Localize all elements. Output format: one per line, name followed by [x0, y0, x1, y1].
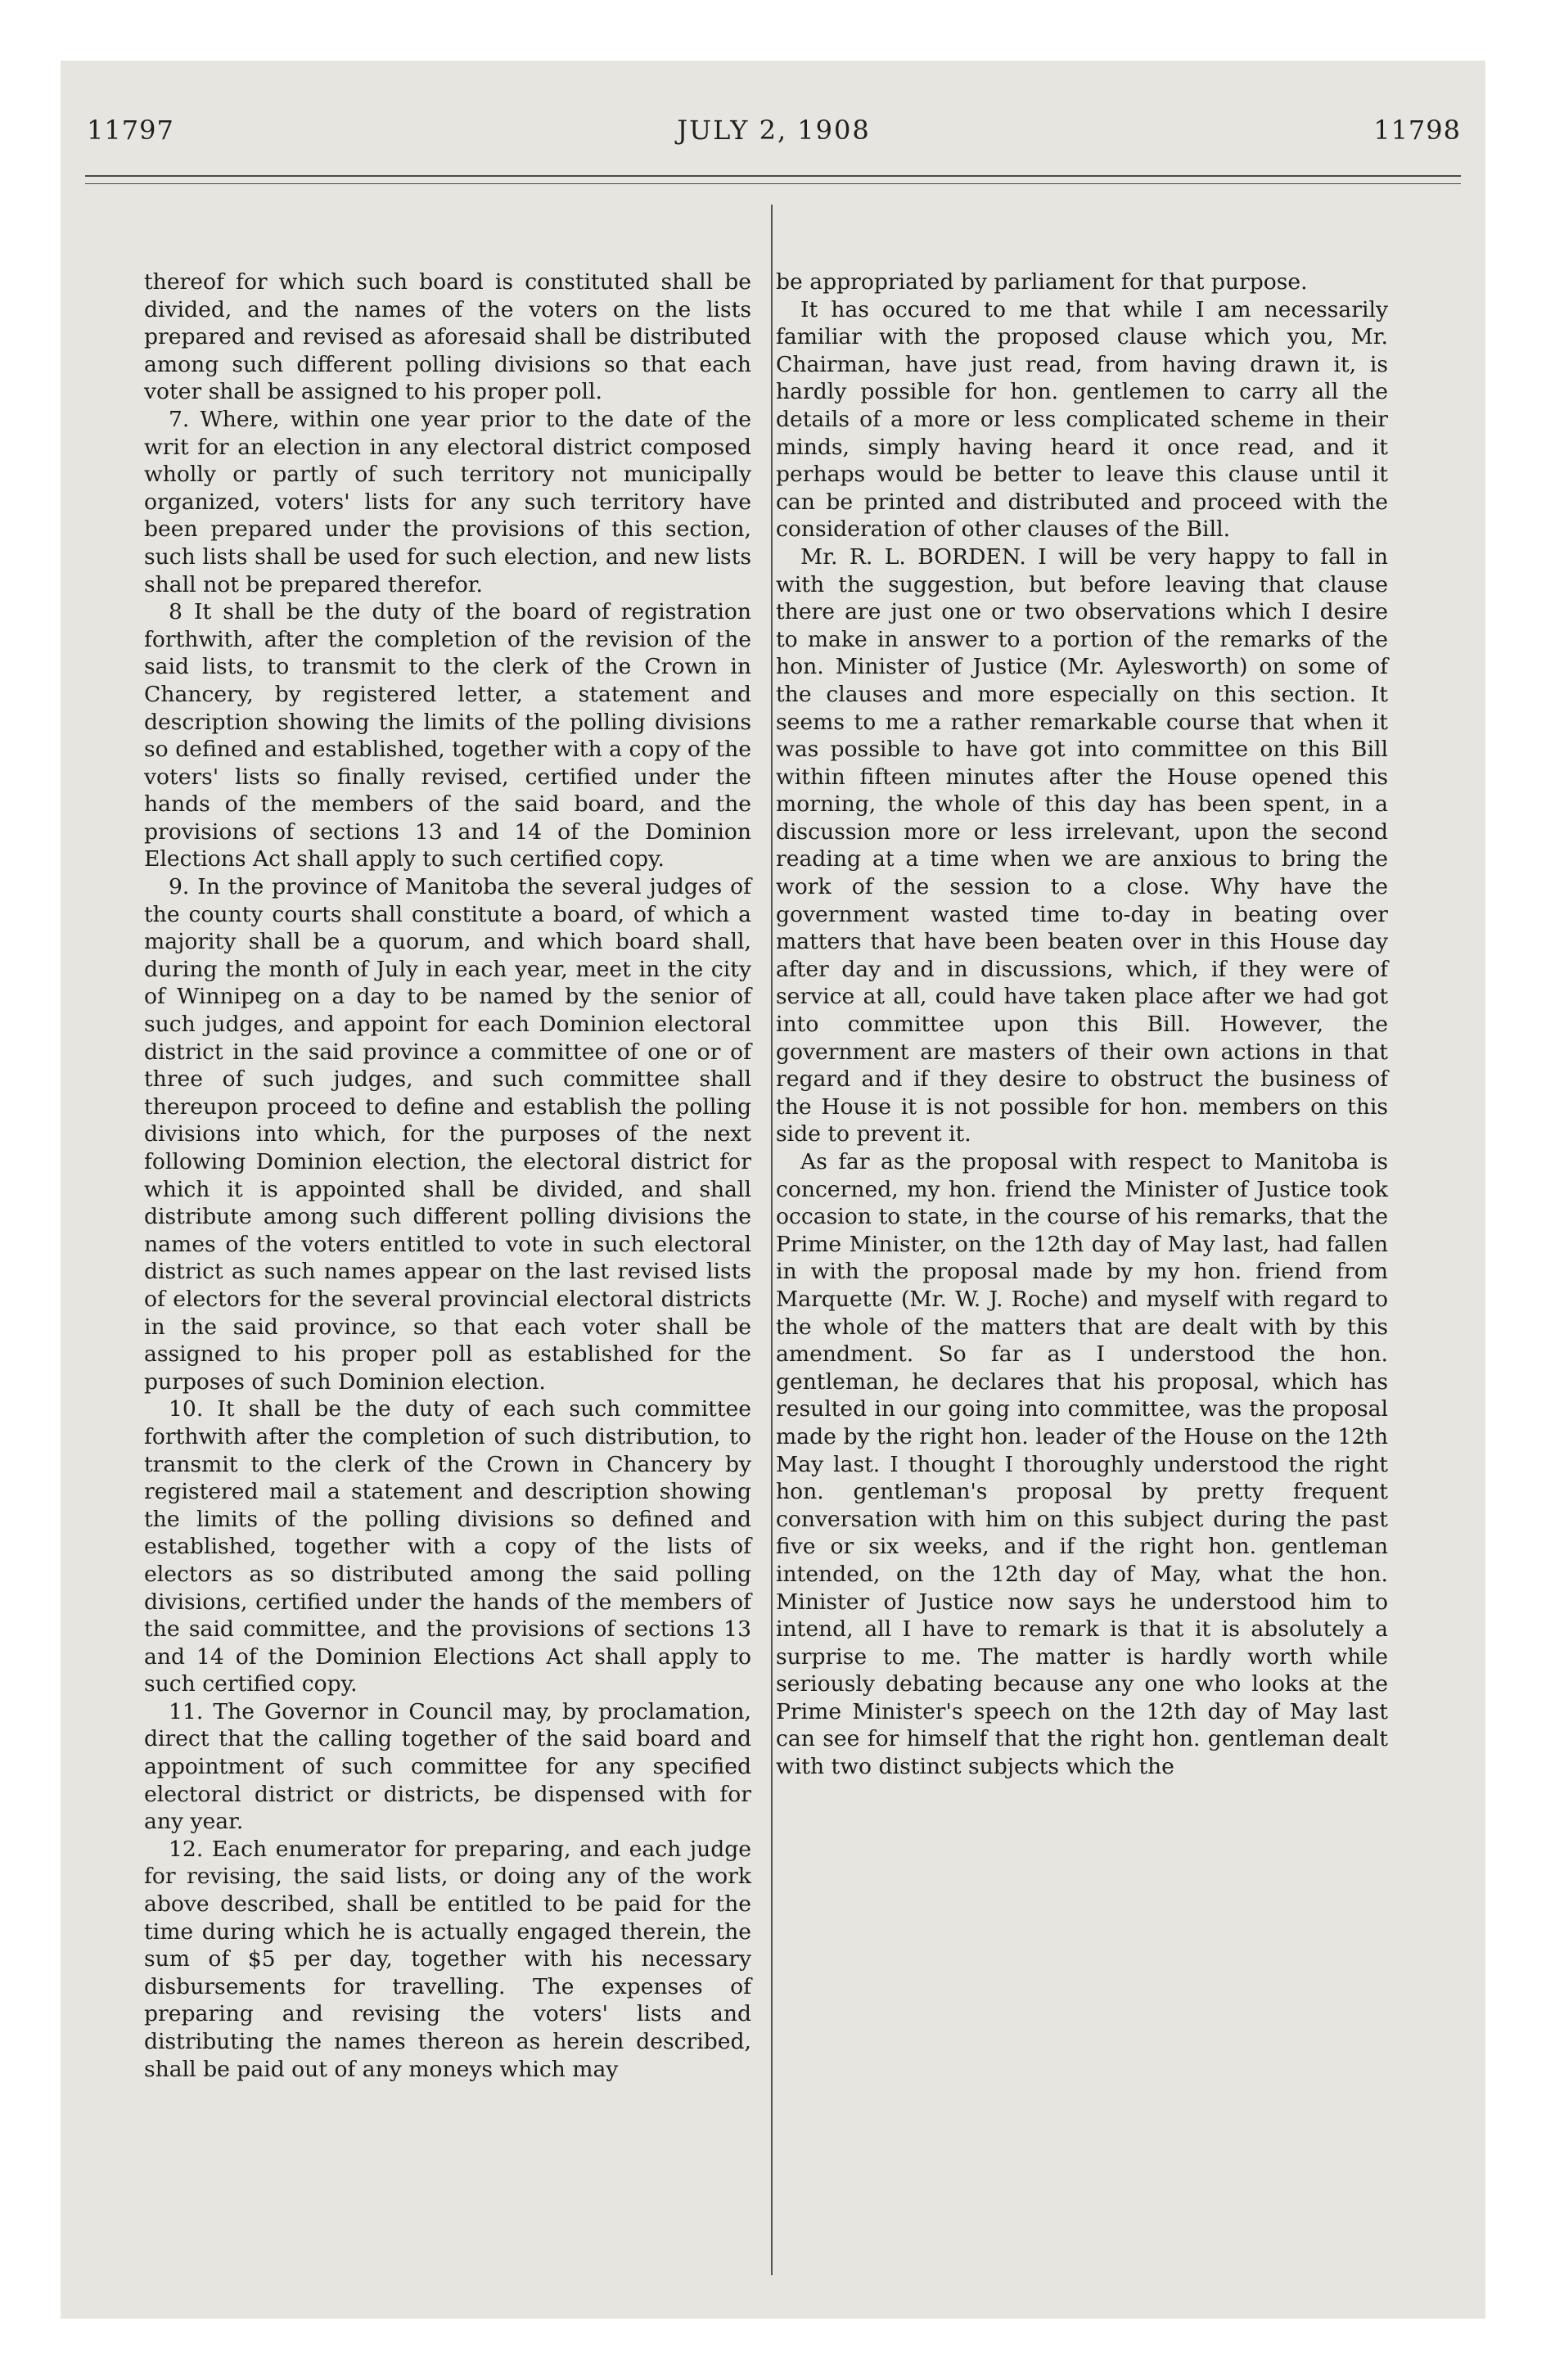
paragraph: 10. It shall be the duty of each such committee forthwith after the completion of such distribution, to transmit to the clerk of the Crown in Chancery by registered mail a statement and description showing the limits of the polling divisions so defined and established, together with a copy of the lists of electors as so distributed among the said polling divisions, certified under the hands of the members of the said committee, and the provisions of sections 13 and 14 of the Dominion Elections Act shall apply to such certified copy.	[144, 1396, 751, 1697]
paragraph: thereof for which such board is constituted shall be divided, and the names of the voters on the lists prepared and revised as aforesaid shall be distributed among such different polling divisions so that each voter shall be assigned to his proper poll.	[144, 269, 751, 405]
paragraph: 9. In the province of Manitoba the several judges of the county courts shall constitute a board, of which a majority shall be a quorum, and which board shall, during the month of July in each year, meet in the city of Winnipeg on a day to be named by the senior of such judges, and appoint for each Dominion electoral district in the said province a committee of one or of three of such judges, and such committee shall thereupon proceed to define and establish the polling divisions into which, for the purposes of the next following Dominion election, the electoral district for which it is appointed shall be divided, and shall distribute among such different polling divisions the names of the voters entitled to vote in such electoral district as such names appear on the last revised lists of electors for the several provincial electoral districts in the said province, so that each voter shall be assigned to his proper poll as established for the purposes of such Dominion election.	[144, 874, 751, 1395]
header-rule-bottom	[85, 183, 1461, 184]
page-header	[87, 115, 1461, 183]
paragraph: be appropriated by parliament for that purpose.	[776, 269, 1308, 295]
paragraph: As far as the proposal with respect to Manitoba is concerned, my hon. friend the Minister of Justice took occasion to state, in the course of his remarks, that the Prime Minister, on the 12th day of May last, had fallen in with the proposal made by my hon. friend from Marquette (Mr. W. J. Roche) and myself with regard to the whole of the matters that are dealt with by this amendment. So far as I understood the hon. gentleman, he declares that his proposal, which has resulted in our going into committee, was the proposal made by the right hon. leader of the House on the 12th May last. I thought I thoroughly understood the right hon. gentleman's proposal by pretty frequent conversation with him on this subject during the past five or six weeks, and if the right hon. gentleman intended, on the 12th day of May, what the hon. Minister of Justice now says he understood him to intend, all I have to remark is that it is absolutely a surprise to me. The matter is hardly worth while seriously debating because any one who looks at the Prime Minister's speech on the 12th day of May last can see for himself that the right hon. gentleman dealt with two distinct subjects which the	[776, 1149, 1388, 1780]
paragraph: Mr. R. L. BORDEN. I will be very happy to fall in with the suggestion, but before leaving that clause there are just one or two observations which I desire to make in answer to a portion of the remarks of the hon. Minister of Justice (Mr. Aylesworth) on some of the clauses and more especially on this section. It seems to me a rather remarkable course that when it was possible to have got into committee on this Bill within fifteen minutes after the House opened this morning, the whole of this day has been spent, in a discussion more or less irrelevant, upon the second reading at a time when we are anxious to bring the work of the session to a close. Why have the government wasted time to-day in beating over matters that have been beaten over in this House day after day and in discussions, which, if they were of service at all, could have taken place after we had got into committee upon this Bill. However, the government are masters of their own actions in that regard and if they desire to obstruct the business of the House it is not possible for hon. members on this side to prevent it.	[776, 543, 1388, 1147]
paragraph: 11. The Governor in Council may, by proclamation, direct that the calling together of the said board and appointment of such committee for any specified electoral district or districts, be dispensed with for any year.	[144, 1698, 751, 1835]
paragraph: 7. Where, within one year prior to the date of the writ for an election in any electoral district composed wholly or partly of such territory not municipally organized, voters' lists for any such territory have been prepared under the provisions of this section, such lists shall be used for such election, and new lists shall not be prepared therefor.	[144, 406, 751, 597]
header-rule-top	[85, 175, 1461, 177]
page-date: JULY 2, 1908	[677, 115, 871, 146]
page-number-left: 11797	[87, 115, 174, 146]
paragraph: 12. Each enumerator for preparing, and each judge for revising, the said lists, or doing any of the work above described, shall be entitled to be paid for the time during which he is actually engaged therein, the sum of $5 per day, together with his necessary disbursements for travelling. The expenses of preparing and revising the voters' lists and distributing the names thereon as herein described, shall be paid out of any moneys which may	[144, 1836, 751, 2082]
column-divider	[771, 205, 773, 2275]
paragraph: It has occured to me that while I am necessarily familiar with the proposed clause which you, Mr. Chairman, have just read, from having drawn it, is hardly possible for hon. gentlemen to carry all the details of a more or less complicated scheme in their minds, simply having heard it once read, and it perhaps would be better to leave this clause until it can be printed and distributed and proceed with the consideration of other clauses of the Bill.	[776, 296, 1388, 543]
left-column	[144, 268, 751, 2083]
page-number-right: 11798	[1373, 115, 1461, 146]
right-column	[776, 268, 1388, 1781]
paragraph: 8 It shall be the duty of the board of registration forthwith, after the completion of the revision of the said lists, to transmit to the clerk of the Crown in Chancery, by registered letter, a statement and description showing the limits of the polling divisions so defined and established, together with a copy of the voters' lists so finally revised, certified under the hands of the members of the said board, and the provisions of sections 13 and 14 of the Dominion Elections Act shall apply to such certified copy.	[144, 599, 751, 872]
